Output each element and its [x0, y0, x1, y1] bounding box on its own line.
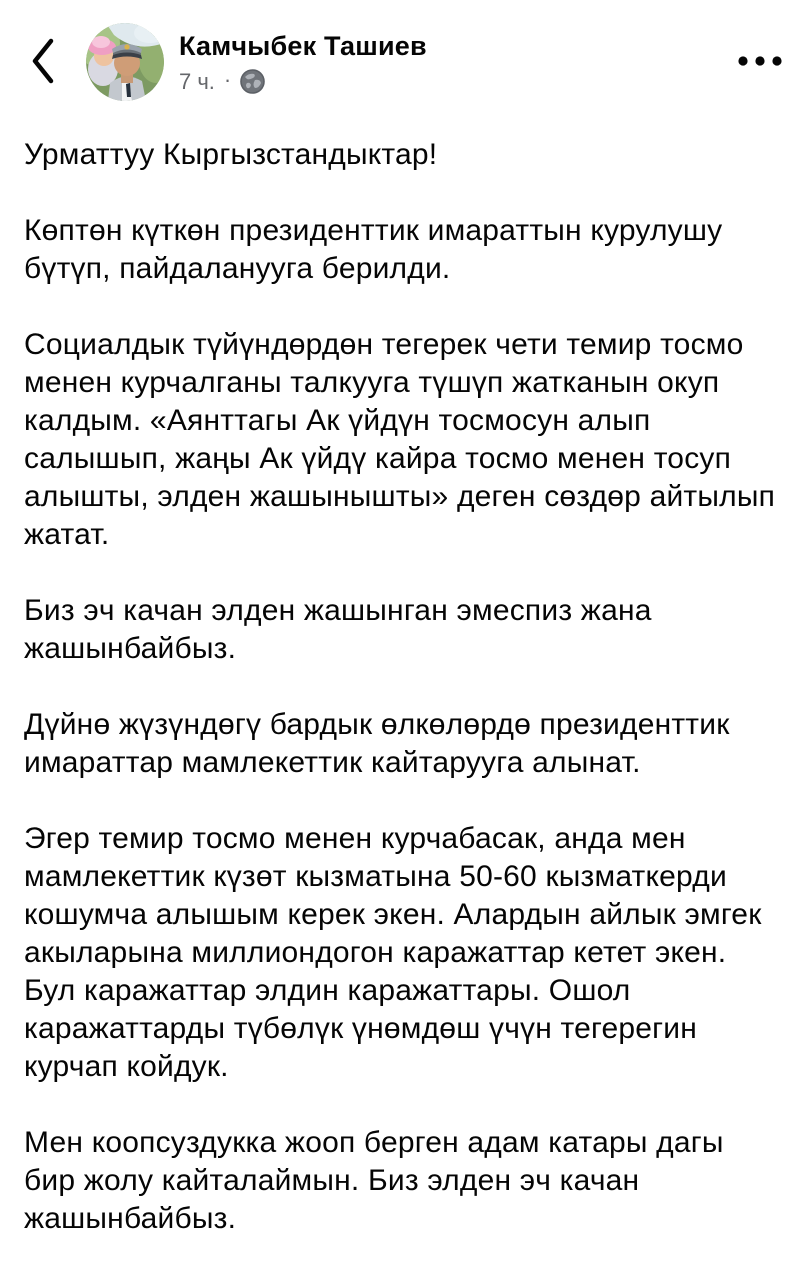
post-paragraph: Биз эч качан элден жашынган эмеспиз жана жашынбайбыз.: [24, 594, 652, 665]
globe-public-icon: [240, 69, 265, 94]
avatar[interactable]: [86, 23, 164, 101]
post-paragraph: Эгер темир тосмо менен курчабасак, анда мен мамлекеттик күзөт кызматына 50-60 кызматкерди кошумча алышым керек экен. Алардын айлык эмгек акыларына миллиондогон каражаттар кетет экен. Бул каражаттар элдин каражаттары. Ошол каражаттарды түбөлүк үнөмдөш үчүн тегерегин курчап койдук.: [24, 822, 762, 1083]
ellipsis-icon: [737, 55, 783, 70]
profile-name[interactable]: Камчыбек Ташиев: [179, 30, 427, 61]
header-info: [179, 30, 721, 95]
post-paragraph: Социалдык түйүндөрдөн тегерек чети темир тосмо менен курчалганы талкууга түшүп жатканын окуп калдым. «Аянттагы Ак үйдүн тосмосун алып салышып, жаңы Ак үйдү кайра тосмо менен тосуп алышты, элден жашынышты» деген сөздөр айтылып жатат.: [24, 328, 776, 551]
post-paragraph: Дүйнө жүзүндөгү бардык өлкөлөрдө президенттик имараттар мамлекеттик кайтарууга алынат.: [24, 708, 730, 779]
post-meta: [179, 66, 721, 95]
timestamp[interactable]: 7 ч.: [179, 68, 215, 94]
post-paragraph: Мен коопсуздукка жооп берген адам катары дагы бир жолу кайталаймын. Биз элден эч качан жашынбайбыз.: [24, 1126, 724, 1235]
back-button[interactable]: [0, 30, 86, 94]
post-body: [0, 136, 803, 1238]
post-paragraph: Көптөн күткөн президенттик имараттын курулушу бүтүп, пайдаланууга берилди.: [24, 214, 723, 285]
chevron-left-icon: [30, 37, 56, 88]
post-header: [0, 0, 803, 104]
more-options-button[interactable]: [721, 30, 799, 94]
post-paragraph: Урматтуу Кыргызстандыктар!: [24, 138, 438, 171]
meta-separator: ·: [223, 66, 232, 92]
